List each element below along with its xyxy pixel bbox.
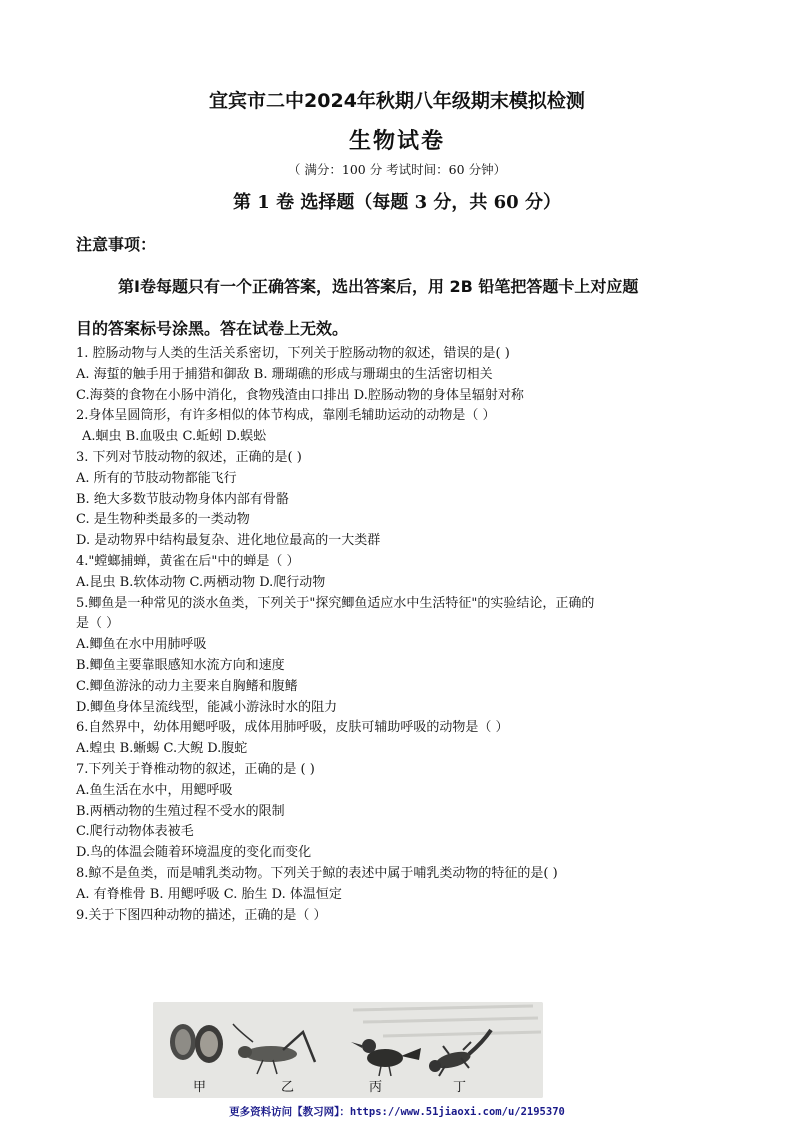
question-line: A.鲫鱼在水中用肺呼吸 [76, 637, 207, 653]
question-line: A. 所有的节肢动物都能飞行 [76, 470, 237, 486]
notice-heading: 注意事项： [76, 235, 157, 254]
figure-label-jia: 甲 [193, 1080, 207, 1095]
question-line: C. 是生物种类最多的一类动物 [76, 512, 250, 528]
animals-figure [153, 1002, 543, 1098]
question-line: B.两栖动物的生殖过程不受水的限制 [76, 803, 285, 819]
question-line: 是（ ） [76, 616, 120, 632]
question-line: 7.下列关于脊椎动物的叙述，正确的是 ( ) [76, 761, 315, 777]
question-list [76, 344, 736, 926]
question-line: A.鱼生活在水中，用鳃呼吸 [76, 782, 233, 798]
question-line: 6.自然界中，幼体用鳃呼吸，成体用肺呼吸，皮肤可辅助呼吸的动物是（ ） [76, 720, 509, 736]
subject-title: 生物试卷 [348, 129, 445, 154]
notice-line-1: 第Ⅰ卷每题只有一个正确答案，选出答案后，用 2B 铅笔把答题卡上对应题 [118, 277, 639, 296]
figure-label-bing: 丙 [369, 1080, 383, 1095]
question-line: A.昆虫 B.软体动物 C.两栖动物 D.爬行动物 [76, 574, 326, 590]
exam-title: 宜宾市二中2024年秋期八年级期末模拟检测 [209, 90, 585, 112]
question-line: 5.鲫鱼是一种常见的淡水鱼类，下列关于"探究鲫鱼适应水中生活特征"的实验结论，正确的 [76, 595, 595, 611]
question-line: A.蝗虫 B.蜥蜴 C.大鲵 D.腹蛇 [76, 741, 248, 757]
question-line: A. 有脊椎骨 B. 用鳃呼吸 C. 胎生 D. 体温恒定 [76, 886, 342, 902]
figure-label-ding: 丁 [453, 1080, 467, 1095]
animals-illustration [153, 1002, 543, 1098]
question-line: 2.身体呈圆筒形，有许多相似的体节构成，靠刚毛辅助运动的动物是（ ） [76, 408, 496, 424]
question-line: D. 是动物界中结构最复杂、进化地位最高的一大类群 [76, 533, 381, 549]
notice-line-2: 目的答案标号涂黑。答在试卷上无效。 [76, 319, 349, 338]
question-line: C.海葵的食物在小肠中消化，食物残渣由口排出 D.腔肠动物的身体呈辐射对称 [76, 387, 524, 403]
question-line: B.鲫鱼主要靠眼感知水流方向和速度 [76, 657, 285, 673]
question-line: C.爬行动物体表被毛 [76, 824, 194, 840]
question-line: 4."螳螂捕蝉，黄雀在后"中的蝉是（ ） [76, 553, 300, 569]
figure-label-yi: 乙 [281, 1080, 295, 1095]
question-line: 8.鲸不是鱼类，而是哺乳类动物。下列关于鲸的表述中属于哺乳类动物的特征的是( ) [76, 865, 558, 881]
question-line: D.鲫鱼身体呈流线型，能减小游泳时水的阻力 [76, 699, 338, 715]
question-line: 1. 腔肠动物与人类的生活关系密切，下列关于腔肠动物的叙述，错误的是( ) [76, 346, 510, 361]
section-heading: 第 1 卷 选择题（每题 3 分，共 60 分） [233, 192, 561, 213]
question-line: D.鸟的体温会随着环境温度的变化而变化 [76, 845, 312, 861]
question-line: C.鲫鱼游泳的动力主要来自胸鳍和腹鳍 [76, 678, 298, 694]
footer-link[interactable]: 更多资料访问【教习网】：https://www.51jiaoxi.com/u/2195370 [229, 1106, 565, 1118]
question-line: A. 海蜇的触手用于捕猎和御敌 B. 珊瑚礁的形成与珊瑚虫的生活密切相关 [76, 366, 493, 382]
exam-meta: （ 满分：100 分 考试时间：60 分钟） [287, 162, 507, 177]
question-line: A.蛔虫 B.血吸虫 C.蚯蚓 D.蜈蚣 [82, 429, 267, 445]
question-line: B. 绝大多数节肢动物身体内部有骨骼 [76, 491, 289, 507]
question-line: 9.关于下图四种动物的描述，正确的是（ ） [76, 907, 327, 923]
question-line: 3. 下列对节肢动物的叙述，正确的是( ) [76, 449, 302, 465]
